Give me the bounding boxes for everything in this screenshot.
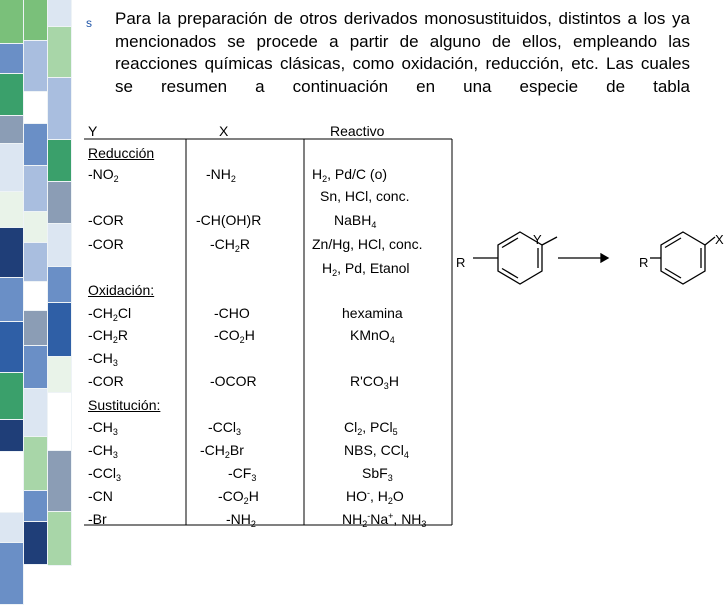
cell-reagent: HO-, $H_2O$ [346, 488, 404, 506]
strip-tile [24, 0, 48, 41]
cell-x: -CHO [214, 305, 250, 321]
strip-tile [24, 437, 48, 491]
cell-x: -OCOR [210, 373, 257, 389]
strip-tile [0, 452, 24, 513]
cell-x: -CH(OH)R [196, 212, 262, 228]
strip-tile [24, 346, 48, 389]
cell-reagent: $Cl_2$, PCl$_5$ [344, 419, 398, 437]
strip-tile [24, 212, 48, 243]
strip-tile [48, 78, 72, 140]
intro-paragraph: Para la preparación de otros derivados monosustituidos, distintos a los ya mencionados se procede a partir de alguno de ellos, empleando las reacciones químicas clásicas, como oxidación, reducción, etc. Las cuales se resumen a continuación en una especie de tabla [115, 9, 690, 96]
strip-tile [0, 543, 24, 605]
section-title: Reducción [88, 145, 155, 161]
product-r-label: R [639, 255, 649, 270]
strip-tile [48, 224, 72, 267]
strip-tile [0, 373, 24, 420]
cell-x: $-NH_2$ [226, 511, 256, 529]
cell-reagent: $NH_2^-Na^+$, $NH_3$ [342, 511, 427, 529]
cell-y: $-CH_2Cl$ [88, 305, 132, 323]
cell-y: $-NO_2$ [88, 166, 119, 184]
cell-x: $-CH_2Br$ [200, 442, 244, 460]
strip-tile [0, 228, 24, 278]
cell-reagent: NaBH$_4$ [334, 212, 377, 230]
header-x: X [219, 123, 229, 139]
strip-tile [0, 74, 24, 116]
reaction-arrow [558, 254, 608, 262]
strip-tile [24, 124, 48, 166]
cell-reagent: hexamina [342, 305, 403, 321]
strip-tile [48, 0, 72, 27]
cell-x: -CCl$_3$ [208, 419, 242, 437]
reactant-benzene [473, 232, 557, 284]
cell-reagent: Sn, HCl, conc. [320, 188, 410, 204]
strip-tile [0, 116, 24, 144]
strip-tile [48, 357, 72, 393]
header-reagent: Reactivo [330, 123, 385, 139]
cell-y: $-CH_3$ [88, 419, 118, 437]
strip-tile [0, 420, 24, 452]
strip-tile [24, 491, 48, 522]
header-y: Y [88, 123, 98, 139]
strip-tile [48, 182, 72, 224]
strip-tile [24, 243, 48, 282]
cell-reagent: Zn/Hg, HCl, conc. [312, 236, 423, 252]
cell-reagent: KMnO$_4$ [350, 327, 395, 345]
cell-reagent: SbF$_3$ [362, 465, 393, 483]
cell-y: $-CH_3$ [88, 442, 118, 460]
strip-tile [0, 192, 24, 228]
cell-y: -CN [88, 488, 113, 504]
strip-tile [24, 92, 48, 124]
product-x-label: X [715, 232, 724, 247]
cell-y: -CCl$_3$ [88, 465, 122, 483]
strip-tile [48, 512, 72, 566]
strip-tile [48, 393, 72, 451]
cell-y: -COR [88, 212, 124, 228]
reactant-r-label: R [456, 255, 466, 270]
strip-tile [48, 140, 72, 182]
cell-x: $-CO_2H$ [218, 488, 259, 506]
cell-reagent: $R'CO_3H$ [350, 373, 399, 391]
strip-tile [24, 522, 48, 565]
cell-x: $-NH_2$ [206, 166, 236, 184]
strip-tile [24, 41, 48, 92]
cell-y: $-CH_2R$ [88, 327, 129, 345]
cell-x: $-CF_3$ [228, 465, 257, 483]
strip-tile [24, 311, 48, 346]
cell-y: -COR [88, 373, 124, 389]
cell-x: $-CH_2R$ [210, 236, 251, 254]
cell-x: $-CO_2H$ [214, 327, 255, 345]
strip-tile [0, 278, 24, 322]
reaction-scheme [455, 220, 728, 290]
cell-y: $-CH_3$ [88, 350, 118, 368]
strip-tile [0, 44, 24, 74]
strip-tile [0, 513, 24, 543]
strip-tile [0, 144, 24, 192]
strip-tile [0, 322, 24, 373]
strip-tile [24, 282, 48, 311]
strip-tile [48, 267, 72, 303]
cell-y: -Br [88, 511, 107, 527]
section-title: Sustitución: [88, 397, 161, 413]
decorative-strip [0, 0, 72, 546]
cell-reagent: $H_2$, Pd, Etanol [322, 260, 410, 278]
strip-tile [48, 451, 72, 512]
section-title: Oxidación: [88, 282, 155, 298]
strip-tile [48, 303, 72, 357]
strip-tile [48, 27, 72, 78]
cell-reagent: $H_2$, Pd/C (o) [312, 166, 388, 184]
bullet-marker: s [86, 16, 92, 30]
strip-tile [0, 0, 24, 44]
cell-reagent: NBS, CCl$_4$ [344, 442, 409, 460]
strip-tile [24, 166, 48, 212]
reactant-y-label: Y [533, 232, 542, 247]
strip-tile [24, 389, 48, 437]
product-benzene [650, 232, 715, 284]
cell-y: -COR [88, 236, 124, 252]
